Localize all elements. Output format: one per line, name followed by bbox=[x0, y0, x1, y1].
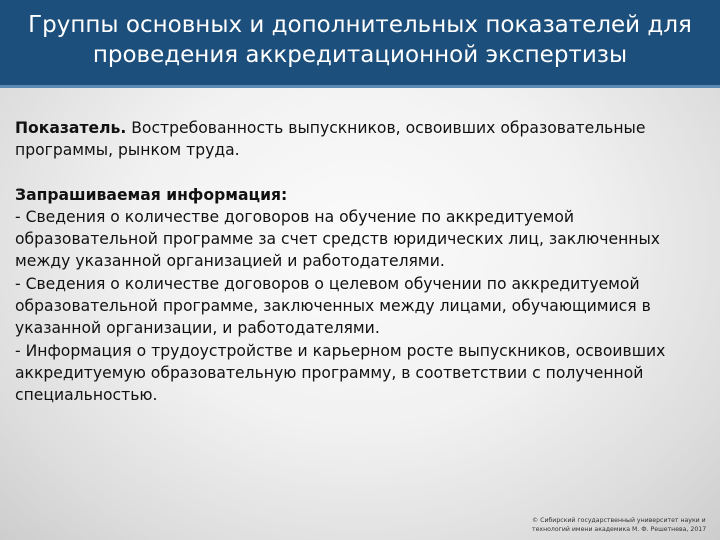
indicator-text: Востребованность выпускников, освоивших образовательные программы, рынком труда. bbox=[15, 119, 646, 160]
requested-item-targeted-training: - Сведения о количестве договоров о целевом обучении по аккредитуемой образовательной программе, заключенных между лицами, обучающимися в указанной организации, и работодателями. bbox=[15, 274, 651, 338]
indicator-paragraph bbox=[15, 117, 705, 162]
requested-item-employment: - Информация о трудоустройстве и карьерном росте выпускников, освоивших аккредитуемую образовательную программу, в соответствии с полученной специальностью. bbox=[15, 341, 666, 405]
requested-item-contracts: - Сведения о количестве договоров на обучение по аккредитуемой образовательной программе за счет средств юридических лиц, заключенных между указанной организацией и работодателями. bbox=[15, 207, 661, 271]
slide-body bbox=[15, 117, 705, 429]
copyright-footer: © Сибирский государственный университет науки и технологий имени академика М. Ф. Решетнева, 2017 bbox=[532, 517, 707, 533]
page-title: Группы основных и дополнительных показателей для проведения аккредитационной экспертизы bbox=[28, 12, 692, 68]
requested-info-heading: Запрашиваемая информация: bbox=[15, 185, 288, 204]
requested-info-section bbox=[15, 184, 705, 407]
title-bar bbox=[0, 0, 720, 88]
indicator-label: Показатель. bbox=[15, 119, 127, 137]
